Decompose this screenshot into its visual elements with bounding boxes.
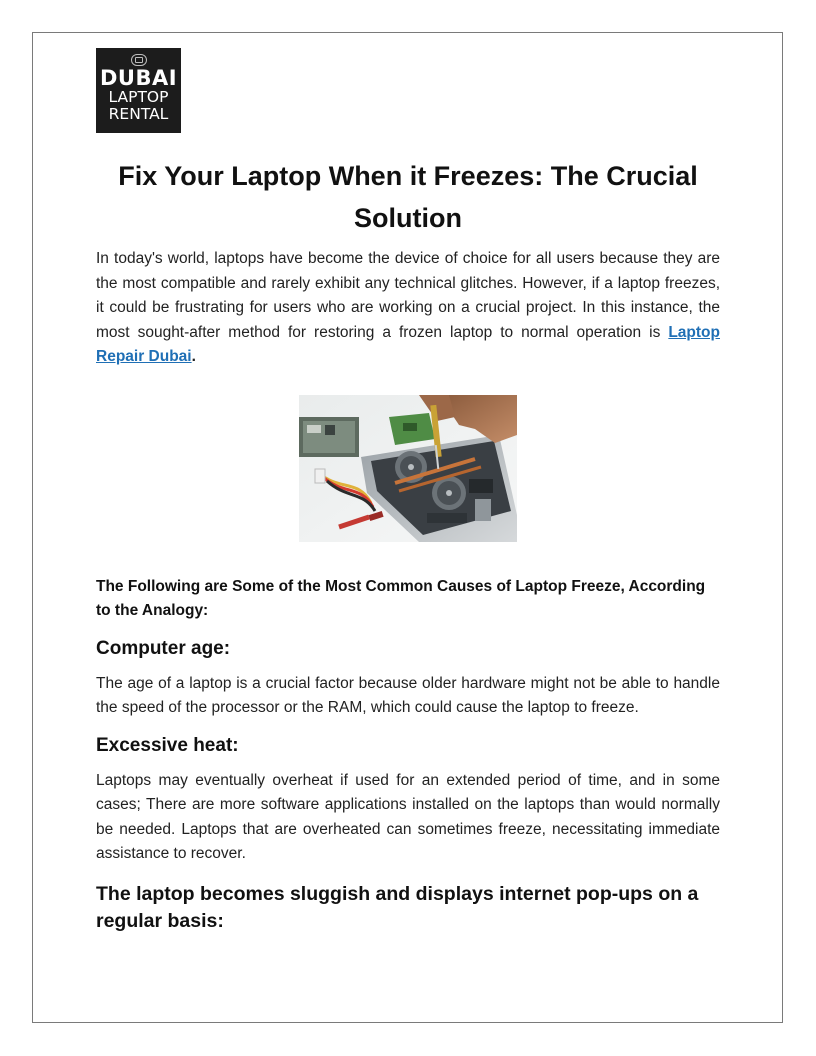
laptop-repair-photo — [299, 395, 517, 542]
intro-end: . — [191, 348, 196, 365]
intro-paragraph — [96, 247, 720, 370]
dubai-laptop-rental-logo — [96, 48, 181, 133]
laptop-repair-dubai-link[interactable]: Laptop Repair Dubai — [96, 323, 720, 365]
section-heading-computer-age: Computer age: — [96, 637, 231, 659]
document-content — [96, 48, 720, 935]
causes-heading: The Following are Some of the Most Common Causes of Laptop Freeze, According to the Analogy: — [96, 577, 706, 619]
section-heading-sluggish-popups: The laptop becomes sluggish and displays internet pop-ups on a regular basis: — [96, 882, 699, 932]
logo-line-1: DUBAI — [99, 66, 178, 90]
section-heading-excessive-heat: Excessive heat: — [96, 734, 239, 756]
intro-text: In today's world, laptops have become the device of choice for all users because they are the most compatible and rarely exhibit any technical glitches. However, if a laptop freezes, it could be frustrating for users who are working on a crucial project. In this instance, the most sought-after method for restoring a frozen laptop to normal operation is — [96, 250, 720, 341]
logo-line-3: RENTAL — [108, 105, 169, 123]
section-body-excessive-heat: Laptops may eventually overheat if used for an extended period of time, and in some cases; There are more software applications installed on the laptops than would normally be needed. Laptops that are overheated can sometimes freeze, necessitating immediate assistance to recover. — [96, 771, 720, 862]
logo-line-2: LAPTOP — [108, 88, 169, 106]
page-title: Fix Your Laptop When it Freezes: The Crucial Solution — [118, 161, 698, 233]
section-body-computer-age: The age of a laptop is a crucial factor because older hardware might not be able to handle the speed of the processor or the RAM, which could cause the laptop to freeze. — [96, 674, 720, 716]
laptop-emblem-icon — [131, 54, 147, 66]
